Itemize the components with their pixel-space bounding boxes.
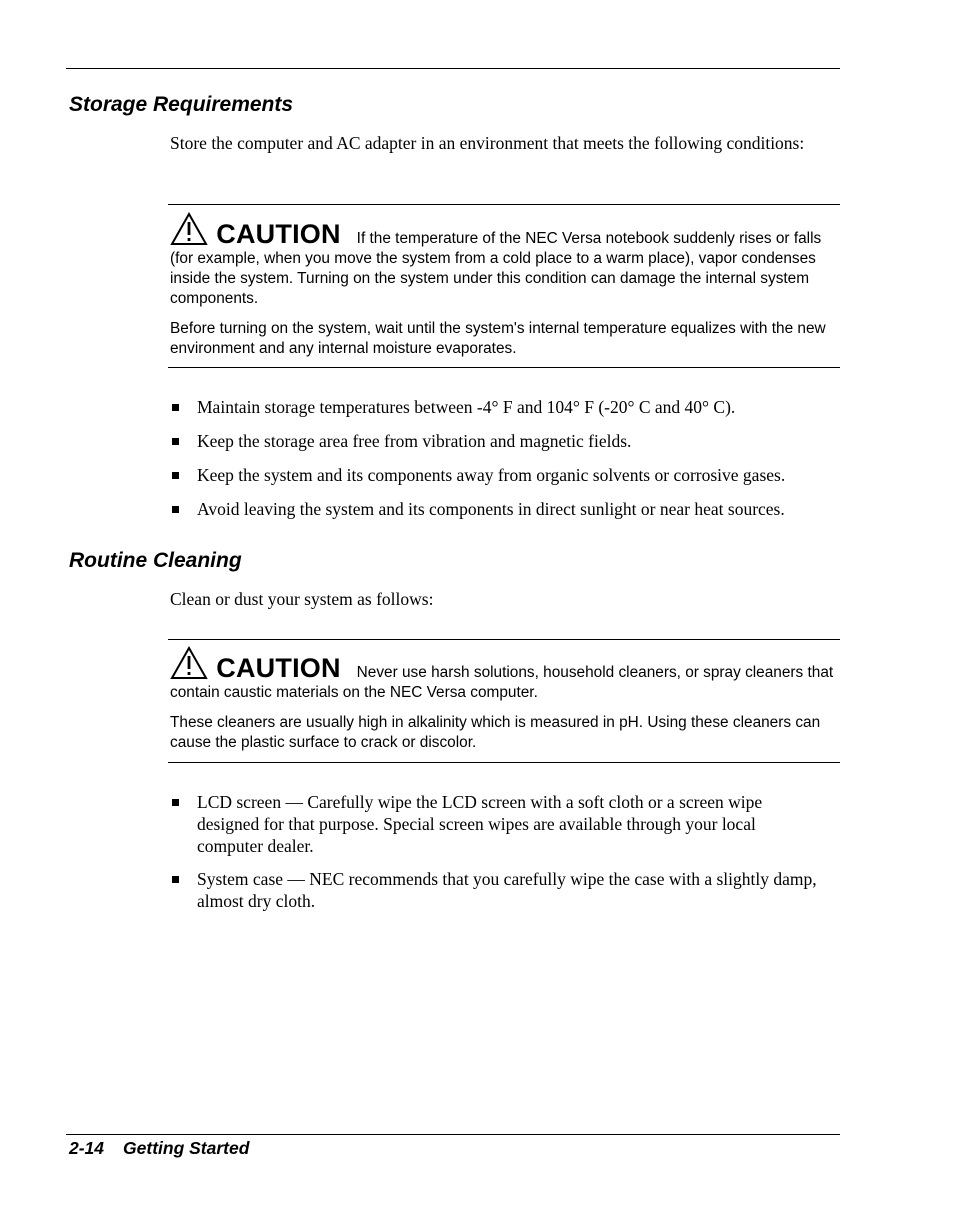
storage-intro: Store the computer and AC adapter in an environment that meets the following conditions: — [170, 133, 805, 153]
square-bullet-icon — [172, 506, 179, 513]
list-item: Maintain storage temperatures between -4° F and 104° F (-20° C and 40° C). — [170, 396, 840, 418]
cleaning-caution-paragraph-1 — [168, 646, 840, 703]
cleaning-caution-text-1: Never use harsh solutions, household cleaners, or spray cleaners that contain caustic materials on the NEC Versa computer. — [170, 664, 834, 701]
warning-triangle-icon — [170, 230, 212, 247]
header-rule — [66, 68, 840, 69]
cleaning-caution-text-2: These cleaners are usually high in alkalinity which is measured in pH. Using these cleaners can cause the plastic surface to crack or discolor. — [170, 714, 821, 751]
cleaning-caution-box — [168, 639, 840, 763]
list-item: System case — NEC recommends that you carefully wipe the case with a slightly damp, almost dry cloth. — [170, 868, 820, 912]
list-item: Keep the system and its components away from organic solvents or corrosive gases. — [170, 464, 840, 486]
cleaning-heading: Routine Cleaning — [69, 549, 242, 572]
storage-caution-paragraph-1 — [168, 212, 840, 309]
storage-caution-label — [170, 212, 341, 249]
list-item: Avoid leaving the system and its components in direct sunlight or near heat sources. — [170, 498, 840, 520]
square-bullet-icon — [172, 438, 179, 445]
storage-caution-box — [168, 204, 840, 368]
square-bullet-icon — [172, 876, 179, 883]
page-number: 2-14 — [69, 1138, 105, 1158]
warning-triangle-icon — [170, 664, 212, 681]
caution-word: CAUTION — [216, 653, 341, 683]
storage-heading: Storage Requirements — [69, 93, 294, 116]
cleaning-intro: Clean or dust your system as follows: — [170, 589, 434, 609]
footer-rule — [66, 1134, 840, 1135]
square-bullet-icon — [172, 799, 179, 806]
storage-caution-text-2: Before turning on the system, wait until the system's internal temperature equalizes with the new environment and any internal moisture evaporates. — [170, 320, 826, 357]
list-item: Keep the storage area free from vibration and magnetic fields. — [170, 430, 840, 452]
caution-word: CAUTION — [216, 219, 341, 249]
cleaning-bullet-list — [170, 791, 820, 912]
storage-caution-text-1: If the temperature of the NEC Versa notebook suddenly rises or falls (for example, when you move the system from a cold place to a warm place), vapor condenses inside the system. Turning on the system under this condition can damage the internal system components. — [170, 230, 822, 307]
cleaning-caution-label — [170, 646, 341, 683]
list-item: LCD screen — Carefully wipe the LCD screen with a soft cloth or a screen wipe designed for that purpose. Special screen wipes are available through your local computer dealer. — [170, 791, 820, 857]
page-footer — [69, 1138, 249, 1158]
square-bullet-icon — [172, 404, 179, 411]
storage-bullet-list — [170, 396, 840, 520]
chapter-title: Getting Started — [123, 1138, 250, 1158]
square-bullet-icon — [172, 472, 179, 479]
